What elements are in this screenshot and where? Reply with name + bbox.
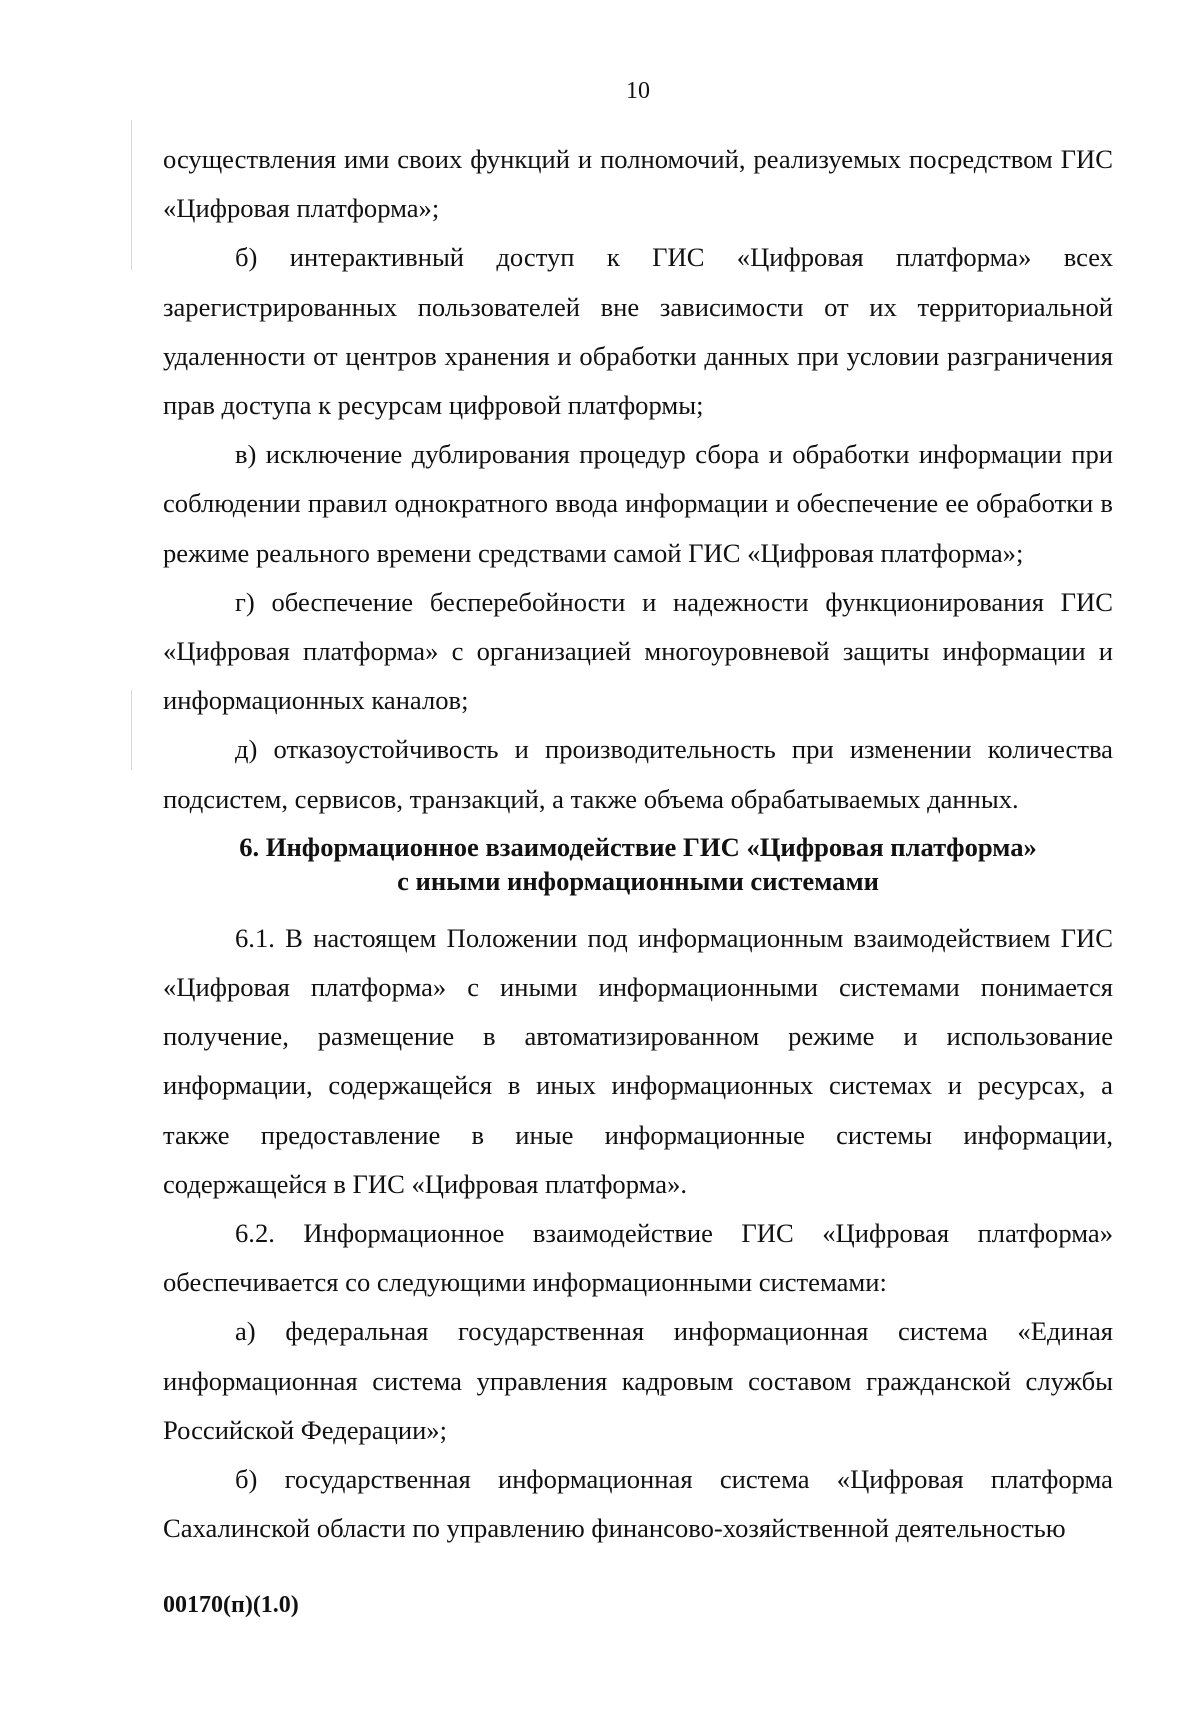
scan-margin-mark: [131, 690, 132, 770]
section-heading-line: с иными информационными системами: [397, 865, 879, 896]
paragraph: г) обеспечение бесперебойности и надежности функционирования ГИС «Цифровая платформа» с организацией многоуровневой защиты информации и информационных каналов;: [163, 586, 1113, 716]
paragraph: б) интерактивный доступ к ГИС «Цифровая платформа» всех зарегистрированных пользователей вне зависимости от их территориальной удаленности от центров хранения и обработки данных при условии разграничения прав доступа к ресурсам цифровой платформы;: [163, 242, 1113, 421]
page-number: 10: [626, 78, 650, 104]
scan-margin-mark: [131, 120, 132, 270]
section-heading-line: 6. Информационное взаимодействие ГИС «Цифровая платформа»: [239, 831, 1037, 862]
paragraph: осуществления ими своих функций и полномочий, реализуемых посредством ГИС «Цифровая платформа»;: [163, 144, 1113, 224]
paragraph: 6.2. Информационное взаимодействие ГИС «Цифровая платформа» обеспечивается со следующими информационными системами:: [163, 1218, 1113, 1298]
section-heading: [163, 830, 1113, 898]
paragraph: а) федеральная государственная информационная система «Единая информационная система управления кадровым составом гражданской службы Российской Федерации»;: [163, 1316, 1113, 1445]
paragraph: д) отказоустойчивость и производительность при изменении количества подсистем, сервисов, транзакций, а также объема обрабатываемых данных.: [163, 734, 1113, 814]
paragraph: б) государственная информационная система «Цифровая платформа Сахалинской области по управлению финансово-хозяйственной деятельностью: [163, 1464, 1113, 1544]
document-code: 00170(п)(1.0): [163, 1592, 299, 1618]
document-body: [163, 135, 1113, 1553]
paragraph: в) исключение дублирования процедур сбора и обработки информации при соблюдении правил однократного ввода информации и обеспечение ее обработки в режиме реального времени средствами самой ГИС «Цифровая платформа»;: [163, 439, 1113, 568]
paragraph: 6.1. В настоящем Положении под информационным взаимодействием ГИС «Цифровая платформа» с иными информационными системами понимается получение, размещение в автоматизированном режиме и использование информации, содержащейся в иных информационных системах и ресурсах, а также предоставление в иные информационные системы информации, содержащейся в ГИС «Цифровая платформа».: [163, 922, 1113, 1199]
